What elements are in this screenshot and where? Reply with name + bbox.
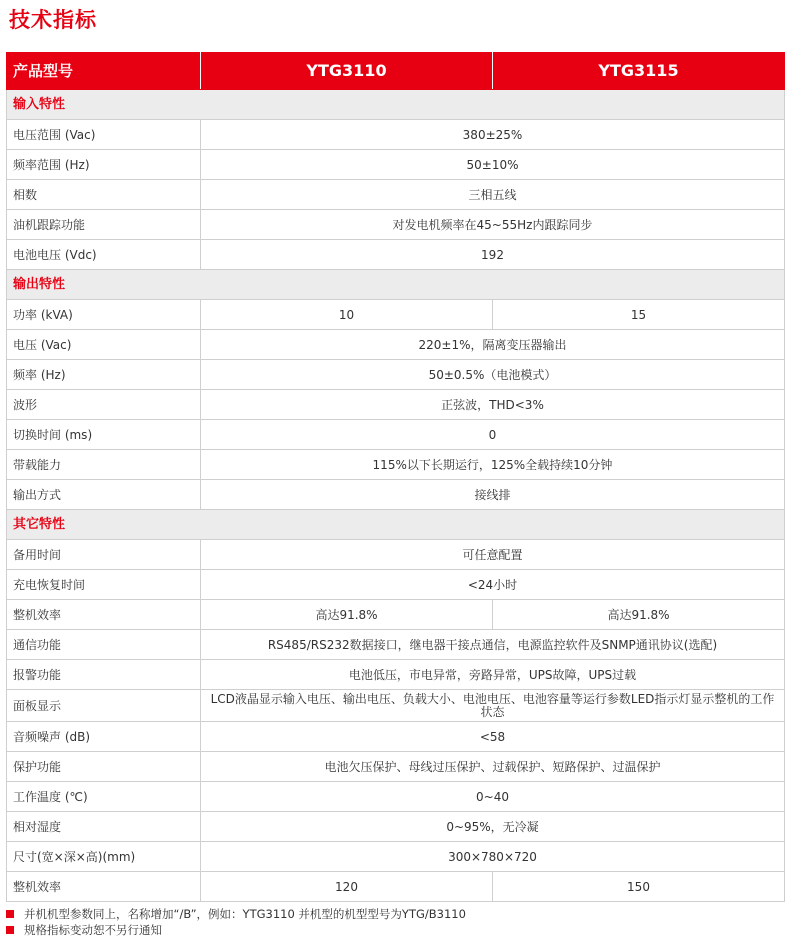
spec-label: 波形 [7,390,201,420]
spec-label: 电池电压 (Vdc) [7,240,201,270]
table-row [7,570,785,600]
note-item [6,922,784,938]
spec-label: 整机效率 [7,872,201,902]
model-name: YTG3110 [201,53,493,90]
table-row [7,842,785,872]
spec-value: 50±0.5%（电池模式） [201,360,785,390]
spec-value: 380±25% [201,120,785,150]
spec-value: 220±1%，隔离变压器输出 [201,330,785,360]
notes [6,906,784,938]
spec-value: 高达91.8% [201,600,493,630]
spec-label: 相对湿度 [7,812,201,842]
spec-label: 切换时间 (ms) [7,420,201,450]
spec-value: 0 [201,420,785,450]
table-row [7,690,785,722]
spec-label: 频率范围 (Hz) [7,150,201,180]
table-row [7,872,785,902]
spec-label: 油机跟踪功能 [7,210,201,240]
table-row [7,330,785,360]
table-row [7,390,785,420]
spec-label: 通信功能 [7,630,201,660]
table-row [7,812,785,842]
table-row [7,420,785,450]
spec-value: RS485/RS232数据接口，继电器干接点通信，电源监控软件及SNMP通讯协议(选配) [201,630,785,660]
spec-value: 10 [201,300,493,330]
spec-label: 功率 (kVA) [7,300,201,330]
table-row [7,630,785,660]
spec-value: 300×780×720 [201,842,785,872]
spec-value: 0~95%，无冷凝 [201,812,785,842]
spec-value: 0~40 [201,782,785,812]
spec-value: 正弦波，THD<3% [201,390,785,420]
spec-value: 电池欠压保护、母线过压保护、过载保护、短路保护、过温保护 [201,752,785,782]
spec-label: 面板显示 [7,690,201,722]
spec-value: 120 [201,872,493,902]
spec-value: <24小时 [201,570,785,600]
spec-label: 频率 (Hz) [7,360,201,390]
section-title: 其它特性 [7,510,785,540]
spec-value: 接线排 [201,480,785,510]
table-row [7,540,785,570]
spec-value: 15 [493,300,785,330]
table-row [7,240,785,270]
spec-label: 备用时间 [7,540,201,570]
spec-label: 电压范围 (Vac) [7,120,201,150]
spec-label: 充电恢复时间 [7,570,201,600]
table-row [7,180,785,210]
section-header-row [7,90,785,120]
table-header-row [7,53,785,90]
spec-label: 音频噪声 (dB) [7,722,201,752]
table-row [7,300,785,330]
spec-label: 输出方式 [7,480,201,510]
page-title: 技术指标 [9,8,97,32]
table-row [7,120,785,150]
spec-value: <58 [201,722,785,752]
section-title: 输入特性 [7,90,785,120]
spec-label: 保护功能 [7,752,201,782]
table-row [7,722,785,752]
spec-label: 工作温度 (℃) [7,782,201,812]
section-title: 输出特性 [7,270,785,300]
model-name: YTG3115 [493,53,785,90]
spec-label: 报警功能 [7,660,201,690]
table-row [7,450,785,480]
note-text: 并机机型参数同上，名称增加“/B”，例如：YTG3110 并机型的机型型号为YTG/B3110 [24,907,466,921]
table-row [7,360,785,390]
square-bullet-icon [6,910,14,918]
table-row [7,660,785,690]
note-text: 规格指标变动恕不另行通知 [24,923,162,937]
table-row [7,480,785,510]
spec-value: 150 [493,872,785,902]
spec-value: 192 [201,240,785,270]
spec-value: LCD液晶显示输入电压、输出电压、负载大小、电池电压、电池容量等运行参数LED指示灯显示整机的工作状态 [201,690,785,722]
square-bullet-icon [6,926,14,934]
table-row [7,782,785,812]
note-item [6,906,784,922]
spec-table [6,52,785,902]
spec-label: 尺寸(宽×深×高)(mm) [7,842,201,872]
spec-value: 可任意配置 [201,540,785,570]
table-row [7,210,785,240]
table-row [7,600,785,630]
spec-value: 高达91.8% [493,600,785,630]
spec-value: 115%以下长期运行，125%全载持续10分钟 [201,450,785,480]
spec-label: 整机效率 [7,600,201,630]
table-row [7,150,785,180]
spec-label: 相数 [7,180,201,210]
section-header-row [7,270,785,300]
section-header-row [7,510,785,540]
spec-value: 对发电机频率在45~55Hz内跟踪同步 [201,210,785,240]
spec-value: 三相五线 [201,180,785,210]
spec-label: 带载能力 [7,450,201,480]
spec-value: 50±10% [201,150,785,180]
spec-value: 电池低压，市电异常，旁路异常，UPS故障，UPS过载 [201,660,785,690]
spec-label: 电压 (Vac) [7,330,201,360]
table-row [7,752,785,782]
header-label: 产品型号 [7,53,201,90]
